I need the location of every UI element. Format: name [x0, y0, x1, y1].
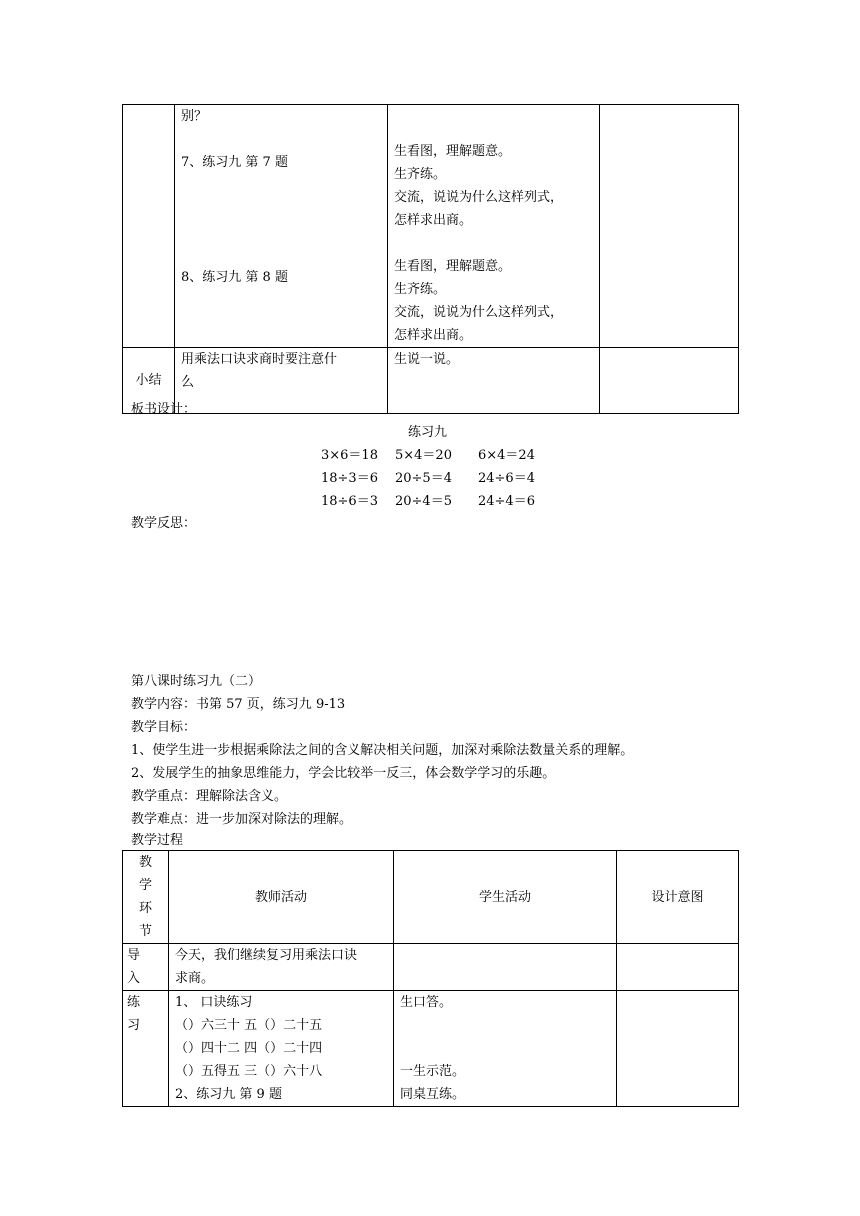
table-header-row	[123, 851, 739, 944]
header-stage-char: 环	[138, 901, 152, 916]
board-equation: 5×4＝20	[395, 448, 452, 463]
key-point: 教学重点：理解除法含义。	[131, 789, 288, 804]
teacher-activity-cell	[169, 991, 394, 1107]
student-line: 怎样求出商。	[394, 213, 473, 228]
reflection-label: 教学反思：	[131, 516, 197, 531]
teacher-line	[181, 220, 381, 243]
teacher-activity-cell	[175, 348, 388, 414]
header-teacher-activity: 教师活动	[169, 851, 394, 944]
board-equation: 20÷5＝4	[395, 471, 452, 486]
stage-char: 练	[127, 995, 141, 1010]
goal-item: 2、发展学生的抽象思维能力，学会比较举一反三，体会数学学习的乐趣。	[131, 766, 556, 781]
teacher-line: 求商。	[175, 971, 215, 986]
lesson-title: 第八课时练习九（二）	[131, 674, 262, 689]
teacher-activity-cell	[169, 944, 394, 991]
teacher-line	[181, 174, 381, 197]
stage-cell	[123, 944, 169, 991]
difficulty: 教学难点：进一步加深对除法的理解。	[131, 812, 353, 827]
student-activity-cell	[388, 348, 600, 414]
teacher-line	[181, 197, 381, 220]
student-line: 交流，说说为什么这样列式，	[394, 190, 564, 205]
student-line	[394, 232, 593, 255]
student-activity-cell	[388, 105, 600, 348]
teacher-line: （）六三十 五（）二十五	[175, 1018, 323, 1033]
lesson-table-continued	[122, 104, 739, 414]
teacher-line	[181, 128, 381, 151]
header-stage-char: 节	[138, 924, 152, 939]
teacher-line: 1、 口诀练习	[175, 995, 253, 1010]
board-equation: 6×4＝24	[478, 448, 535, 463]
student-line: 同桌互练。	[400, 1087, 466, 1102]
header-stage-char: 学	[138, 878, 152, 893]
design-intent-cell	[617, 944, 739, 991]
design-intent-cell	[617, 991, 739, 1107]
goals-label: 教学目标：	[131, 720, 197, 735]
stage-char: 导	[127, 948, 141, 963]
stage-cell	[123, 991, 169, 1107]
teacher-line: （）四十二 四（）二十四	[175, 1041, 323, 1056]
student-line: 生齐练。	[394, 167, 447, 182]
teacher-line: （）五得五 三（）六十八	[175, 1064, 323, 1079]
table-row	[123, 348, 739, 414]
student-line	[400, 1014, 610, 1037]
teacher-line: 今天，我们继续复习用乘法口诀	[175, 948, 358, 963]
teacher-activity-cell	[175, 105, 388, 348]
design-intent-cell	[600, 105, 739, 348]
header-stage	[123, 851, 169, 944]
board-equation: 24÷6＝4	[478, 471, 535, 486]
student-line: 怎样求出商。	[394, 328, 473, 343]
teacher-line: 么	[181, 375, 195, 390]
student-activity-cell	[394, 944, 617, 991]
board-title: 练习九	[408, 425, 448, 440]
teacher-line: 7、练习九 第 7 题	[181, 155, 288, 170]
table-row	[123, 991, 739, 1107]
student-line: 生齐练。	[394, 282, 447, 297]
teacher-line: 2、练习九 第 9 题	[175, 1087, 282, 1102]
table-row	[123, 944, 739, 991]
student-line: 生看图，理解题意。	[394, 259, 512, 274]
student-line: 一生示范。	[400, 1064, 466, 1079]
student-line	[400, 1037, 610, 1060]
lesson-content: 教学内容：书第 57 页，练习九 9-13	[131, 697, 346, 712]
stage-char: 习	[127, 1018, 141, 1033]
teacher-line	[181, 243, 381, 266]
board-equation: 18÷3＝6	[321, 471, 378, 486]
student-line: 生说一说。	[394, 352, 460, 367]
header-stage-char: 教	[138, 855, 152, 870]
design-intent-cell	[600, 348, 739, 414]
header-student-activity: 学生活动	[394, 851, 617, 944]
lesson-process-table	[122, 850, 739, 1107]
student-line: 生口答。	[400, 995, 453, 1010]
board-equation: 24÷4＝6	[478, 494, 535, 509]
process-label: 教学过程	[131, 833, 184, 848]
board-equation: 3×6＝18	[321, 448, 378, 463]
board-design-label: 板书设计：	[131, 402, 197, 417]
board-equation: 20÷4＝5	[395, 494, 452, 509]
stage-char: 入	[127, 971, 141, 986]
stage-cell	[123, 105, 175, 348]
student-activity-cell	[394, 991, 617, 1107]
teacher-line: 用乘法口诀求商时要注意什	[181, 352, 338, 367]
goal-item: 1、使学生进一步根据乘除法之间的含义解决相关问题，加深对乘除法数量关系的理解。	[131, 743, 634, 758]
student-line: 生看图，理解题意。	[394, 144, 512, 159]
teacher-line: 8、练习九 第 8 题	[181, 270, 288, 285]
student-line: 交流，说说为什么这样列式，	[394, 305, 564, 320]
teacher-line: 别？	[181, 109, 208, 124]
student-line	[394, 117, 593, 140]
table-row	[123, 105, 739, 348]
stage-cell: 小结	[123, 348, 175, 414]
header-design-intent: 设计意图	[617, 851, 739, 944]
board-equation: 18÷6＝3	[321, 494, 378, 509]
